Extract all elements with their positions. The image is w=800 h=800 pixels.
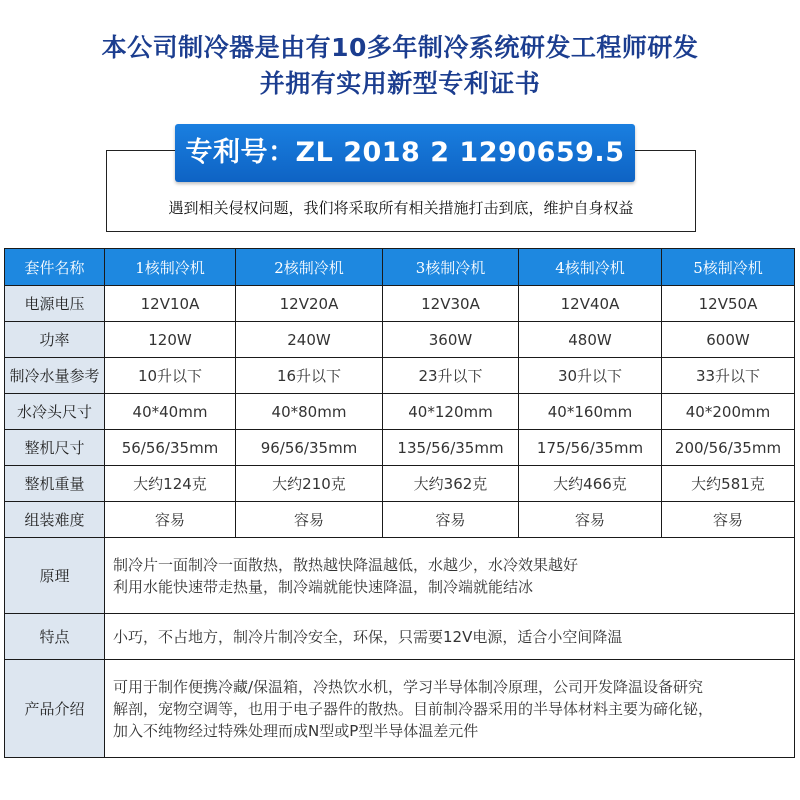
headline	[0, 30, 800, 102]
table-cell: 12V50A	[662, 286, 795, 322]
table-cell: 大约466克	[519, 466, 662, 502]
table-cell: 16升以下	[236, 358, 383, 394]
table-cell: 200/56/35mm	[662, 430, 795, 466]
table-cell: 10升以下	[105, 358, 236, 394]
table-cell: 40*40mm	[105, 394, 236, 430]
table-cell: 12V30A	[383, 286, 519, 322]
table-cell: 大约210克	[236, 466, 383, 502]
table-cell: 40*160mm	[519, 394, 662, 430]
principle-row	[5, 538, 795, 614]
header-model-3: 3核制冷机	[383, 249, 519, 286]
table-row	[5, 430, 795, 466]
table-cell: 33升以下	[662, 358, 795, 394]
table-cell: 96/56/35mm	[236, 430, 383, 466]
row-label: 整机尺寸	[5, 430, 105, 466]
header-model-5: 5核制冷机	[662, 249, 795, 286]
principle-line-1: 制冷片一面制冷一面散热，散热越快降温越低，水越少，水冷效果越好	[113, 555, 579, 574]
header-model-2: 2核制冷机	[236, 249, 383, 286]
table-row	[5, 322, 795, 358]
intro-text	[105, 660, 795, 758]
table-cell: 容易	[105, 502, 236, 538]
table-cell: 12V40A	[519, 286, 662, 322]
table-cell: 240W	[236, 322, 383, 358]
row-label: 功率	[5, 322, 105, 358]
row-label: 水冷头尺寸	[5, 394, 105, 430]
table-cell: 30升以下	[519, 358, 662, 394]
table-cell: 大约362克	[383, 466, 519, 502]
row-label: 整机重量	[5, 466, 105, 502]
table-row	[5, 286, 795, 322]
table-cell: 40*120mm	[383, 394, 519, 430]
row-label: 制冷水量参考	[5, 358, 105, 394]
header-kit-name: 套件名称	[5, 249, 105, 286]
table-cell: 175/56/35mm	[519, 430, 662, 466]
table-cell: 大约581克	[662, 466, 795, 502]
table-row	[5, 466, 795, 502]
table-cell: 12V10A	[105, 286, 236, 322]
table-cell: 360W	[383, 322, 519, 358]
patent-number-banner: 专利号：ZL 2018 2 1290659.5	[175, 124, 635, 182]
table-cell: 40*200mm	[662, 394, 795, 430]
table-cell: 容易	[236, 502, 383, 538]
table-cell: 12V20A	[236, 286, 383, 322]
table-cell: 600W	[662, 322, 795, 358]
principle-line-2: 利用水能快速带走热量，制冷端就能快速降温，制冷端就能结冰	[113, 577, 534, 596]
row-label: 组装难度	[5, 502, 105, 538]
headline-line-1: 本公司制冷器是由有10多年制冷系统研发工程师研发	[101, 33, 699, 62]
table-cell: 40*80mm	[236, 394, 383, 430]
table-cell: 135/56/35mm	[383, 430, 519, 466]
feature-label: 特点	[5, 614, 105, 660]
spec-table	[4, 248, 795, 758]
row-label: 电源电压	[5, 286, 105, 322]
headline-line-2: 并拥有实用新型专利证书	[259, 69, 541, 98]
table-header-row	[5, 249, 795, 286]
table-row	[5, 502, 795, 538]
feature-text: 小巧，不占地方，制冷片制冷安全，环保，只需要12V电源，适合小空间降温	[105, 614, 795, 660]
intro-line-1: 可用于制作便携冷藏/保温箱，冷热饮水机，学习半导体制冷原理，公司开发降温设备研究	[113, 677, 704, 696]
table-cell: 容易	[519, 502, 662, 538]
table-cell: 56/56/35mm	[105, 430, 236, 466]
table-cell: 120W	[105, 322, 236, 358]
intro-line-3: 加入不纯物经过特殊处理而成N型或P型半导体温差元件	[113, 721, 479, 740]
table-cell: 23升以下	[383, 358, 519, 394]
table-cell: 大约124克	[105, 466, 236, 502]
table-cell: 容易	[662, 502, 795, 538]
intro-line-2: 解剖，宠物空调等，也用于电子器件的散热。目前制冷器采用的半导体材料主要为碲化铋，	[113, 699, 714, 718]
header-model-4: 4核制冷机	[519, 249, 662, 286]
table-cell: 容易	[383, 502, 519, 538]
table-cell: 480W	[519, 322, 662, 358]
intro-label: 产品介绍	[5, 660, 105, 758]
principle-text	[105, 538, 795, 614]
notice-text: 遇到相关侵权问题，我们将采取所有相关措施打击到底，维护自身权益	[168, 199, 634, 217]
principle-label: 原理	[5, 538, 105, 614]
table-row	[5, 394, 795, 430]
intro-row	[5, 660, 795, 758]
header-model-1: 1核制冷机	[105, 249, 236, 286]
table-row	[5, 358, 795, 394]
feature-row	[5, 614, 795, 660]
